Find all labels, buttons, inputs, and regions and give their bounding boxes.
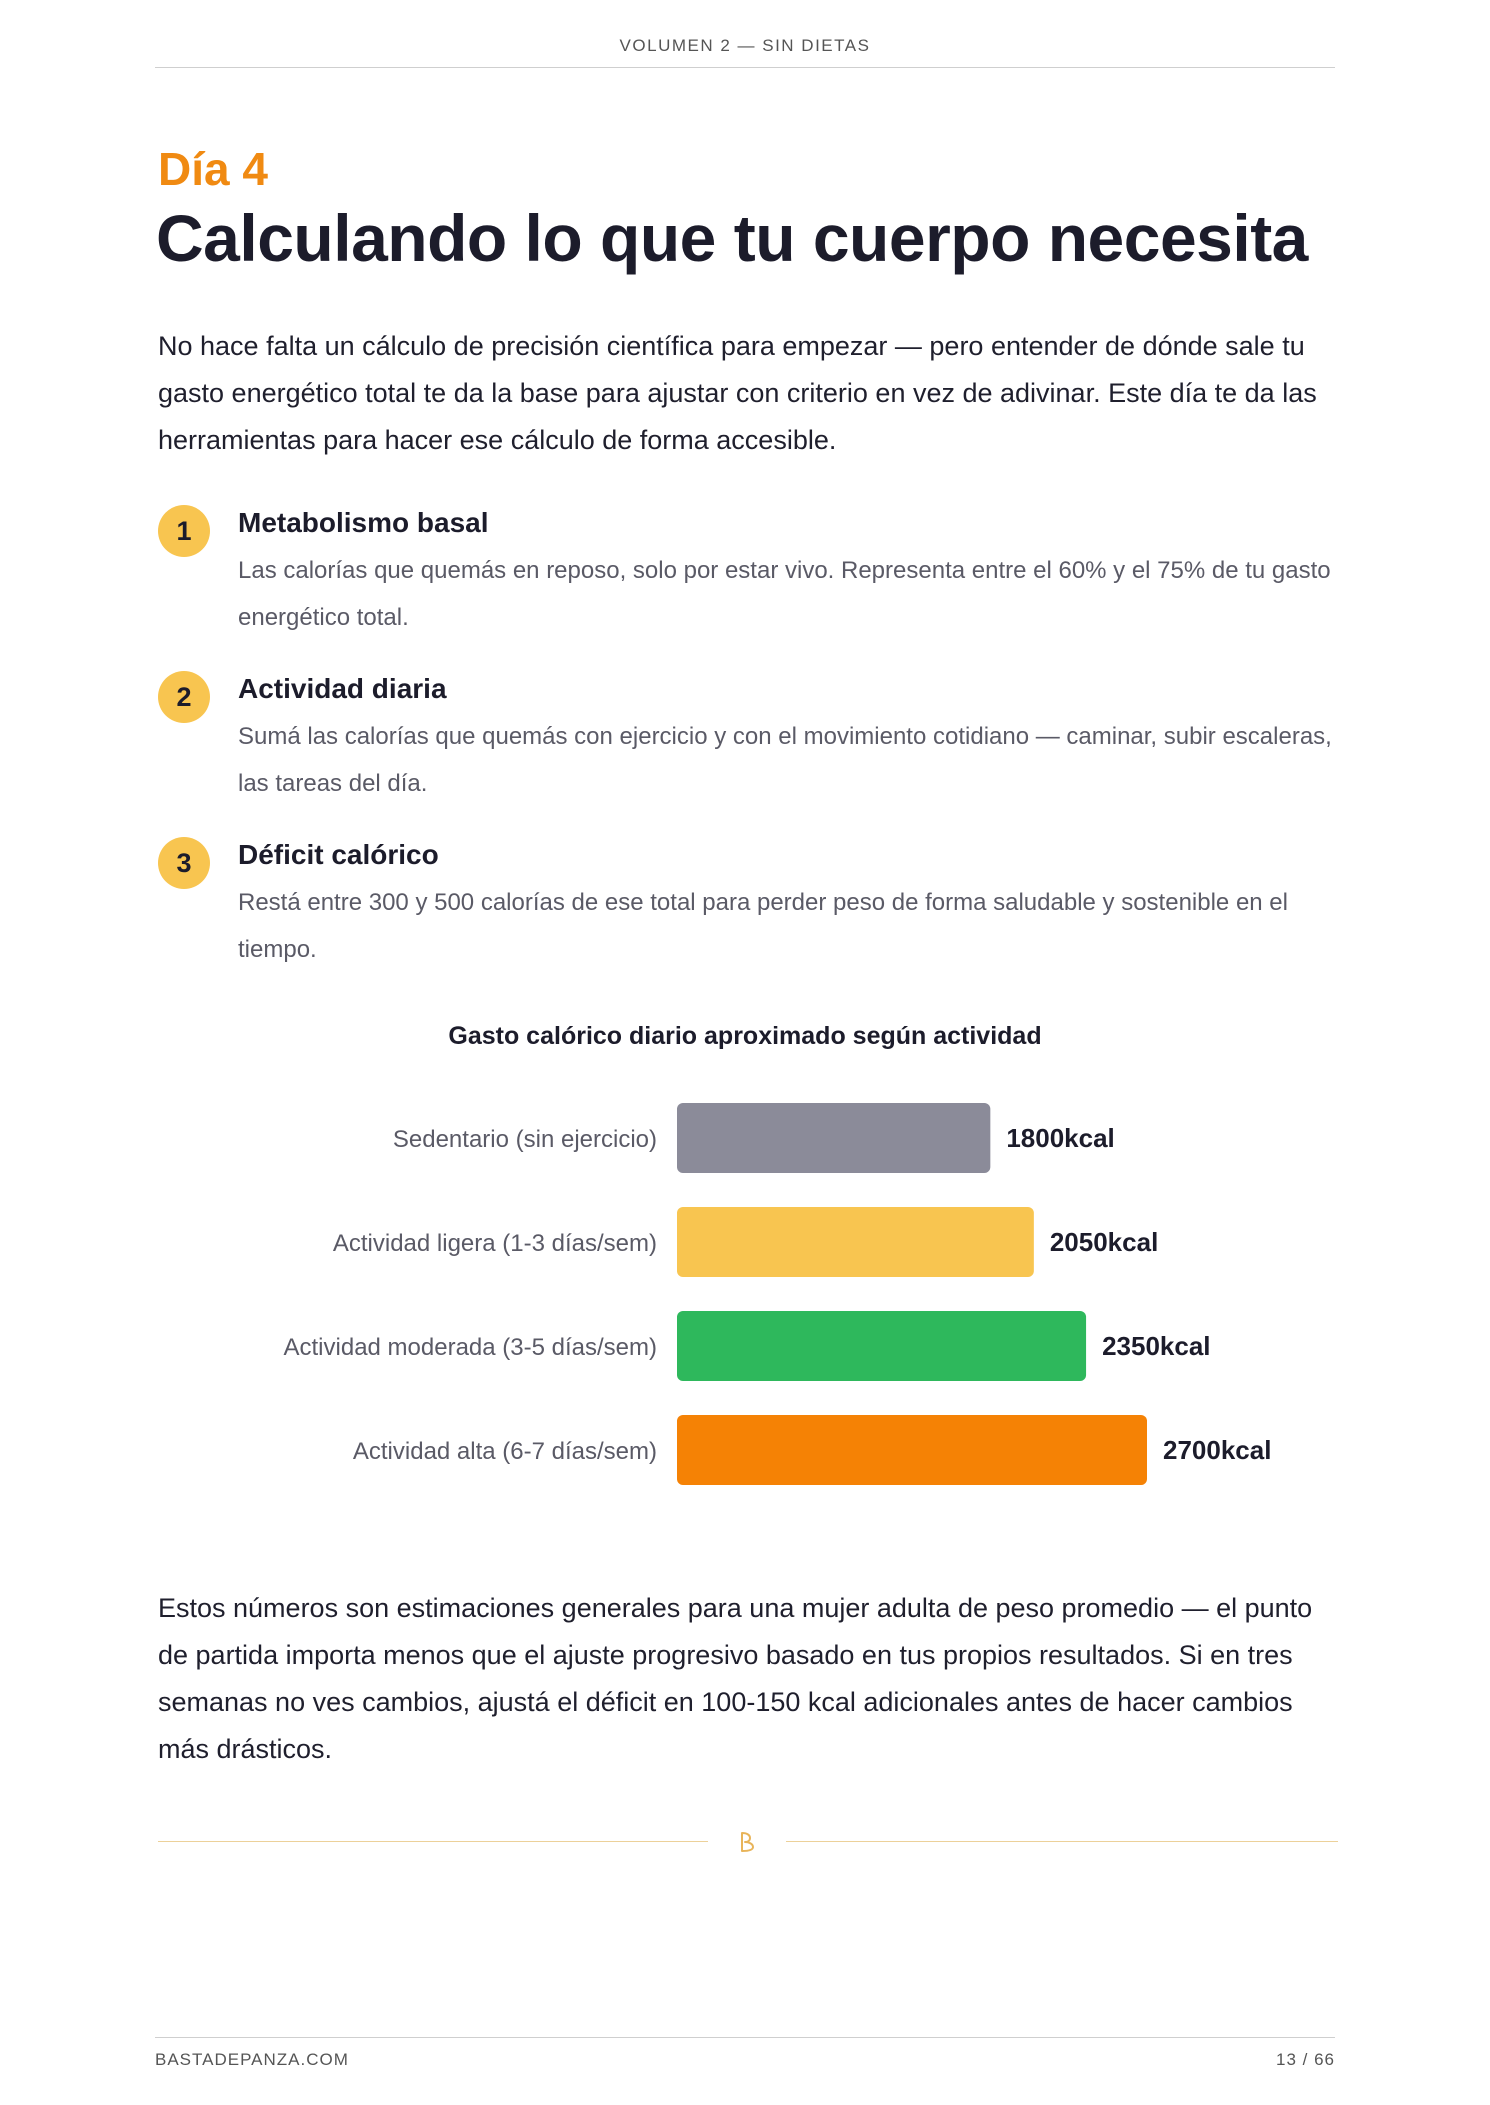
bar-category-label: Sedentario (sin ejercicio)	[392, 1126, 657, 1153]
footer-site: BASTADEPANZA.COM	[155, 2050, 349, 2069]
step-title: Déficit calórico	[238, 839, 439, 870]
bar-value-label: 2700kcal	[1163, 1435, 1272, 1465]
step-description: Restá entre 300 y 500 calorías de ese total para perder peso de forma saludable y sostenible en el tiempo.	[238, 889, 1288, 963]
divider-line-left	[158, 1841, 708, 1842]
footer-page-number: 13 / 66	[1276, 2050, 1335, 2069]
bar-category-label: Actividad alta (6-7 días/sem)	[352, 1438, 657, 1465]
bar-value-label: 1800kcal	[1006, 1123, 1115, 1153]
header-rule	[155, 67, 1335, 68]
step-number-badge: 1	[158, 505, 210, 557]
bar	[677, 1103, 990, 1173]
bar-value-label: 2050kcal	[1049, 1227, 1159, 1257]
divider-line-right	[786, 1841, 1338, 1842]
step-number-badge: 2	[158, 671, 210, 723]
bar-value-label: 2350kcal	[1102, 1331, 1211, 1361]
step-title: Metabolismo basal	[238, 507, 489, 538]
bar	[677, 1415, 1147, 1485]
bar-category-label: Actividad moderada (3-5 días/sem)	[283, 1334, 657, 1361]
running-header: VOLUMEN 2 — SIN DIETAS	[619, 36, 871, 55]
step-item	[158, 503, 1338, 641]
page-title: Calculando lo que tu cuerpo necesita	[156, 201, 1308, 275]
day-label: Día 4	[158, 143, 268, 195]
step-number-badge: 3	[158, 837, 210, 889]
intro-paragraph: No hace falta un cálculo de precisión científica para empezar — pero entender de dónde sale tu gasto energético total te da la base para ajustar con criterio en vez de adivinar. Este día te da las herramientas para hacer ese cálculo de forma accesible.	[158, 331, 1317, 455]
bar-category-label: Actividad ligera (1-3 días/sem)	[332, 1230, 657, 1257]
chart-title: Gasto calórico diario aproximado según actividad	[448, 1022, 1042, 1050]
step-description: Sumá las calorías que quemás con ejercicio y con el movimiento cotidiano — caminar, subir escaleras, las tareas del día.	[238, 723, 1332, 797]
brand-logo-icon	[735, 1830, 759, 1854]
bar	[677, 1311, 1086, 1381]
bar	[677, 1207, 1034, 1277]
activity-calorie-chart	[0, 1010, 1490, 1530]
step-description: Las calorías que quemás en reposo, solo por estar vivo. Representa entre el 60% y el 75% de tu gasto energético total.	[238, 557, 1331, 631]
step-title: Actividad diaria	[238, 673, 447, 704]
chart-plot	[0, 1010, 1490, 1530]
footer-rule	[155, 2037, 1335, 2038]
section-divider	[158, 1830, 1338, 1854]
closing-paragraph: Estos números son estimaciones generales para una mujer adulta de peso promedio — el punto de partida importa menos que el ajuste progresivo basado en tus propios resultados. Si en tres semanas no ves cambios, ajustá el déficit en 100-150 kcal adicionales antes de hacer cambios más drásticos.	[158, 1593, 1313, 1764]
step-item	[158, 835, 1338, 973]
steps-list	[158, 503, 1338, 973]
step-item	[158, 669, 1338, 807]
